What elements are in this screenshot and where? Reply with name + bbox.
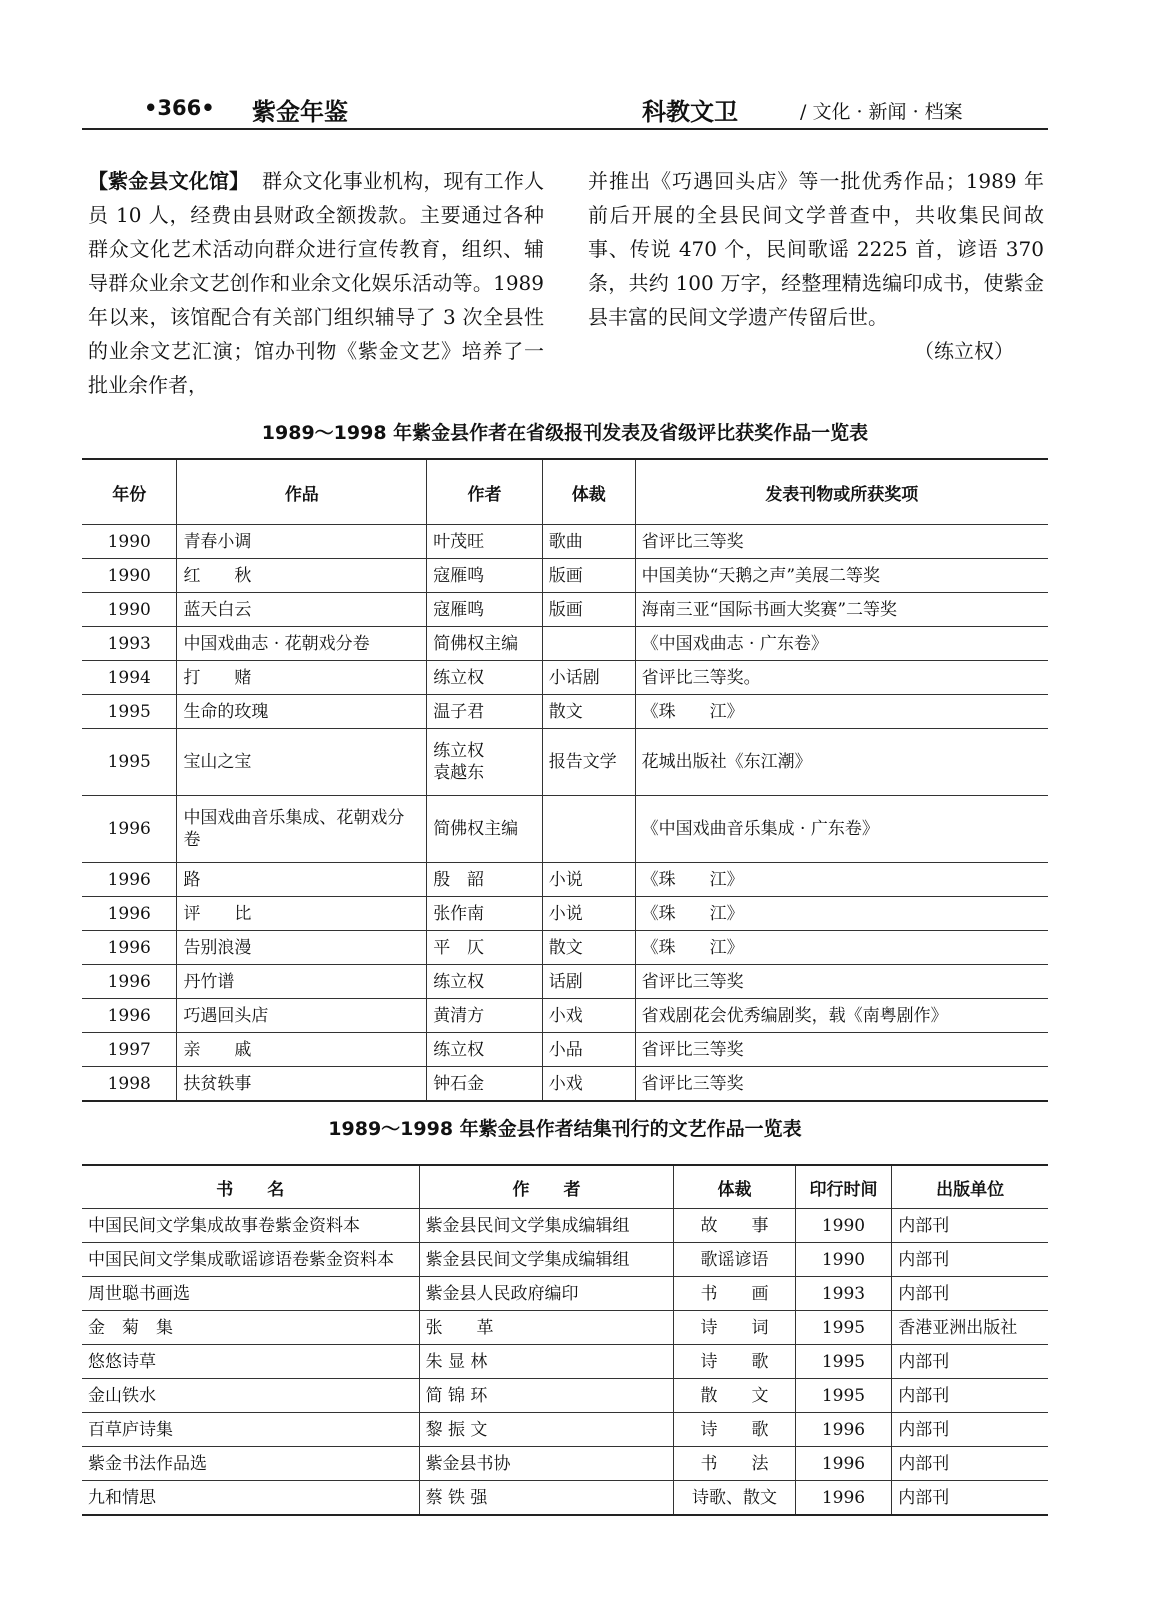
table2-cell: 紫金县民间文学集成编辑组 bbox=[419, 1243, 674, 1277]
table1-cell: 省评比三等奖 bbox=[635, 1067, 1048, 1102]
section-subtitle: / 文化 · 新闻 · 档案 bbox=[800, 101, 963, 123]
table1-cell: 小品 bbox=[542, 1033, 635, 1067]
table-row bbox=[82, 1209, 1048, 1243]
table2-cell: 周世聪书画选 bbox=[82, 1277, 419, 1311]
table-row bbox=[82, 1345, 1048, 1379]
table2-cell: 黎 振 文 bbox=[419, 1413, 674, 1447]
table1-cell: 小戏 bbox=[542, 999, 635, 1033]
table2-cell: 内部刊 bbox=[892, 1481, 1048, 1516]
table2-cell: 香港亚洲出版社 bbox=[892, 1311, 1048, 1345]
table1-cell: 温子君 bbox=[427, 695, 543, 729]
table1-cell: 告别浪漫 bbox=[177, 931, 427, 965]
table1-cell: 《珠 江》 bbox=[635, 897, 1048, 931]
table1-cell: 亲 戚 bbox=[177, 1033, 427, 1067]
table2-cell: 1990 bbox=[795, 1209, 892, 1243]
table1-cell: 1990 bbox=[82, 525, 177, 559]
table2-title: 1989～1998 年紫金县作者结集刊行的文艺作品一览表 bbox=[328, 1118, 802, 1140]
table2-cell: 蔡 铁 强 bbox=[419, 1481, 674, 1516]
table1-cell: 打 赌 bbox=[177, 661, 427, 695]
table2-cell: 内部刊 bbox=[892, 1413, 1048, 1447]
table1-cell: 1994 bbox=[82, 661, 177, 695]
table1-cell bbox=[542, 796, 635, 863]
table1-header-cell: 发表刊物或所获奖项 bbox=[635, 459, 1048, 525]
entry-heading: 【紫金县文化馆】 bbox=[88, 169, 250, 193]
table1-cell: 1996 bbox=[82, 796, 177, 863]
table-row bbox=[82, 627, 1048, 661]
table2-cell: 1990 bbox=[795, 1243, 892, 1277]
page-header bbox=[82, 88, 1048, 130]
table1-cell: 练立权 袁越东 bbox=[427, 729, 543, 796]
table1-cell: 1990 bbox=[82, 593, 177, 627]
table2-cell: 1996 bbox=[795, 1481, 892, 1516]
table-row bbox=[82, 661, 1048, 695]
section-title: 科教文卫 bbox=[642, 98, 738, 126]
table2-cell: 诗 歌 bbox=[674, 1413, 795, 1447]
table1-cell: 1996 bbox=[82, 999, 177, 1033]
published-works-table bbox=[82, 458, 1048, 1102]
table-row bbox=[82, 863, 1048, 897]
table1-cell: 扶贫轶事 bbox=[177, 1067, 427, 1102]
table1-title: 1989～1998 年紫金县作者在省级报刊发表及省级评比获奖作品一览表 bbox=[261, 422, 869, 444]
table2-cell: 歌谣谚语 bbox=[674, 1243, 795, 1277]
table1-cell: 报告文学 bbox=[542, 729, 635, 796]
table1-cell: 钟石金 bbox=[427, 1067, 543, 1102]
table1-cell: 生命的玫瑰 bbox=[177, 695, 427, 729]
table1-cell: 小说 bbox=[542, 897, 635, 931]
table1-cell: 散文 bbox=[542, 695, 635, 729]
table2-cell: 诗歌、散文 bbox=[674, 1481, 795, 1516]
table1-cell: 殷 韶 bbox=[427, 863, 543, 897]
article-right-column bbox=[588, 164, 1044, 368]
table-row bbox=[82, 1243, 1048, 1277]
page-number: •366• bbox=[144, 96, 215, 120]
table2-cell: 金 菊 集 bbox=[82, 1311, 419, 1345]
table1-cell: 练立权 bbox=[427, 661, 543, 695]
table1-header-cell: 作品 bbox=[177, 459, 427, 525]
article-signature: （练立权） bbox=[914, 339, 1014, 363]
article-text-left: 群众文化事业机构，现有工作人员 10 人，经费由县财政全额拨款。主要通过各种群众文化艺术活动向群众进行宣传教育，组织、辅导群众业余文艺创作和业余文化娱乐活动等。1989 年以来，该馆配合有关部门组织辅导了 3 次全县性的业余文艺汇演；馆办刊物《紫金文艺》培养了一批业余作者， bbox=[88, 169, 545, 397]
table2-cell: 散 文 bbox=[674, 1379, 795, 1413]
table-row bbox=[82, 796, 1048, 863]
table1-cell: 话剧 bbox=[542, 965, 635, 999]
table1-cell: 省戏剧花会优秀编剧奖，载《南粤剧作》 bbox=[635, 999, 1048, 1033]
table1-cell: 叶茂旺 bbox=[427, 525, 543, 559]
table2-cell: 内部刊 bbox=[892, 1379, 1048, 1413]
article-left-column bbox=[88, 164, 544, 402]
table-row bbox=[82, 729, 1048, 796]
table2-cell: 中国民间文学集成故事卷紫金资料本 bbox=[82, 1209, 419, 1243]
table-row bbox=[82, 695, 1048, 729]
table1-cell: 《中国戏曲志 · 广东卷》 bbox=[635, 627, 1048, 661]
table-row bbox=[82, 1033, 1048, 1067]
table1-cell: 简佛权主编 bbox=[427, 627, 543, 661]
table2-cell: 中国民间文学集成歌谣谚语卷紫金资料本 bbox=[82, 1243, 419, 1277]
table1-cell: 黄清方 bbox=[427, 999, 543, 1033]
table-row bbox=[82, 999, 1048, 1033]
table1-cell: 寇雁鸣 bbox=[427, 559, 543, 593]
table1-cell: 散文 bbox=[542, 931, 635, 965]
table2-cell: 内部刊 bbox=[892, 1243, 1048, 1277]
table1-cell: 1996 bbox=[82, 965, 177, 999]
table1-cell: 丹竹谱 bbox=[177, 965, 427, 999]
table2-cell: 紫金县民间文学集成编辑组 bbox=[419, 1209, 674, 1243]
table2-cell: 1995 bbox=[795, 1345, 892, 1379]
table1-cell: 海南三亚“国际书画大奖赛”二等奖 bbox=[635, 593, 1048, 627]
table-row bbox=[82, 1413, 1048, 1447]
table1-cell: 1996 bbox=[82, 863, 177, 897]
table1-cell: 中国美协“天鹅之声”美展二等奖 bbox=[635, 559, 1048, 593]
table2-cell: 1993 bbox=[795, 1277, 892, 1311]
table2-cell: 朱 显 林 bbox=[419, 1345, 674, 1379]
table-row bbox=[82, 965, 1048, 999]
table1-cell: 省评比三等奖 bbox=[635, 965, 1048, 999]
table1-cell: 青春小调 bbox=[177, 525, 427, 559]
table-row bbox=[82, 1447, 1048, 1481]
table2-cell: 内部刊 bbox=[892, 1447, 1048, 1481]
table-row bbox=[82, 1067, 1048, 1102]
table1-cell: 寇雁鸣 bbox=[427, 593, 543, 627]
table1-cell: 花城出版社《东江潮》 bbox=[635, 729, 1048, 796]
table1-cell: 张作南 bbox=[427, 897, 543, 931]
table2-cell: 诗 词 bbox=[674, 1311, 795, 1345]
table2-header-cell: 作 者 bbox=[419, 1165, 674, 1209]
table1-cell: 小说 bbox=[542, 863, 635, 897]
table-row bbox=[82, 1481, 1048, 1516]
table2-cell: 故 事 bbox=[674, 1209, 795, 1243]
table2-cell: 1995 bbox=[795, 1311, 892, 1345]
table1-cell: 1997 bbox=[82, 1033, 177, 1067]
table1-cell: 《中国戏曲音乐集成 · 广东卷》 bbox=[635, 796, 1048, 863]
table2-header-cell: 印行时间 bbox=[795, 1165, 892, 1209]
table1-cell: 歌曲 bbox=[542, 525, 635, 559]
table2-cell: 九和情思 bbox=[82, 1481, 419, 1516]
table1-cell: 版画 bbox=[542, 593, 635, 627]
table1-cell: 小戏 bbox=[542, 1067, 635, 1102]
table1-cell: 简佛权主编 bbox=[427, 796, 543, 863]
table1-cell: 蓝天白云 bbox=[177, 593, 427, 627]
table1-header-row bbox=[82, 459, 1048, 525]
table1-cell: 平 仄 bbox=[427, 931, 543, 965]
table2-cell: 悠悠诗草 bbox=[82, 1345, 419, 1379]
table2-cell: 内部刊 bbox=[892, 1277, 1048, 1311]
table2-cell: 1995 bbox=[795, 1379, 892, 1413]
table-row bbox=[82, 593, 1048, 627]
table2-header-row bbox=[82, 1165, 1048, 1209]
table1-cell: 1995 bbox=[82, 729, 177, 796]
table2-cell: 百草庐诗集 bbox=[82, 1413, 419, 1447]
table2-cell: 1996 bbox=[795, 1447, 892, 1481]
table1-header-cell: 年份 bbox=[82, 459, 177, 525]
table1-cell: 《珠 江》 bbox=[635, 863, 1048, 897]
table2-cell: 紫金县书协 bbox=[419, 1447, 674, 1481]
table1-cell: 1996 bbox=[82, 931, 177, 965]
table2-cell: 紫金书法作品选 bbox=[82, 1447, 419, 1481]
table1-cell: 练立权 bbox=[427, 965, 543, 999]
collected-works-table bbox=[82, 1164, 1048, 1516]
table1-header-cell: 体裁 bbox=[542, 459, 635, 525]
table1-cell: 宝山之宝 bbox=[177, 729, 427, 796]
table1-cell: 《珠 江》 bbox=[635, 695, 1048, 729]
table1-cell: 评 比 bbox=[177, 897, 427, 931]
table2-cell: 张 革 bbox=[419, 1311, 674, 1345]
table1-cell: 小话剧 bbox=[542, 661, 635, 695]
table1-cell bbox=[542, 627, 635, 661]
table2-cell: 紫金县人民政府编印 bbox=[419, 1277, 674, 1311]
table1-cell: 省评比三等奖 bbox=[635, 1033, 1048, 1067]
table2-header-cell: 书 名 bbox=[82, 1165, 419, 1209]
table2-header-cell: 体裁 bbox=[674, 1165, 795, 1209]
table1-cell: 1996 bbox=[82, 897, 177, 931]
table1-cell: 红 秋 bbox=[177, 559, 427, 593]
table-row bbox=[82, 931, 1048, 965]
table2-cell: 书 画 bbox=[674, 1277, 795, 1311]
table1-cell: 省评比三等奖。 bbox=[635, 661, 1048, 695]
article-text-right: 并推出《巧遇回头店》等一批优秀作品；1989 年前后开展的全县民间文学普查中，共收集民间故事、传说 470 个，民间歌谣 2225 首，谚语 370 条，共约 100 万字，经整理精选编印成书，使紫金县丰富的民间文学遗产传留后世。 bbox=[588, 169, 1044, 329]
table1-cell: 《珠 江》 bbox=[635, 931, 1048, 965]
table2-cell: 书 法 bbox=[674, 1447, 795, 1481]
table1-cell: 路 bbox=[177, 863, 427, 897]
table2-cell: 金山铁水 bbox=[82, 1379, 419, 1413]
table1-cell: 1993 bbox=[82, 627, 177, 661]
table-row bbox=[82, 1277, 1048, 1311]
table1-cell: 1995 bbox=[82, 695, 177, 729]
table-row bbox=[82, 1311, 1048, 1345]
table-row bbox=[82, 1379, 1048, 1413]
table1-cell: 版画 bbox=[542, 559, 635, 593]
table1-cell: 巧遇回头店 bbox=[177, 999, 427, 1033]
table2-cell: 简 锦 环 bbox=[419, 1379, 674, 1413]
table1-cell: 1998 bbox=[82, 1067, 177, 1102]
table-row bbox=[82, 559, 1048, 593]
table2-header-cell: 出版单位 bbox=[892, 1165, 1048, 1209]
table1-cell: 中国戏曲音乐集成、花朝戏分卷 bbox=[177, 796, 427, 863]
table2-cell: 诗 歌 bbox=[674, 1345, 795, 1379]
book-title: 紫金年鉴 bbox=[252, 98, 348, 126]
table1-header-cell: 作者 bbox=[427, 459, 543, 525]
table-row bbox=[82, 897, 1048, 931]
table1-cell: 中国戏曲志 · 花朝戏分卷 bbox=[177, 627, 427, 661]
table2-cell: 1996 bbox=[795, 1413, 892, 1447]
table1-cell: 练立权 bbox=[427, 1033, 543, 1067]
table-row bbox=[82, 525, 1048, 559]
table1-cell: 省评比三等奖 bbox=[635, 525, 1048, 559]
table2-cell: 内部刊 bbox=[892, 1209, 1048, 1243]
table1-cell: 1990 bbox=[82, 559, 177, 593]
table2-cell: 内部刊 bbox=[892, 1345, 1048, 1379]
